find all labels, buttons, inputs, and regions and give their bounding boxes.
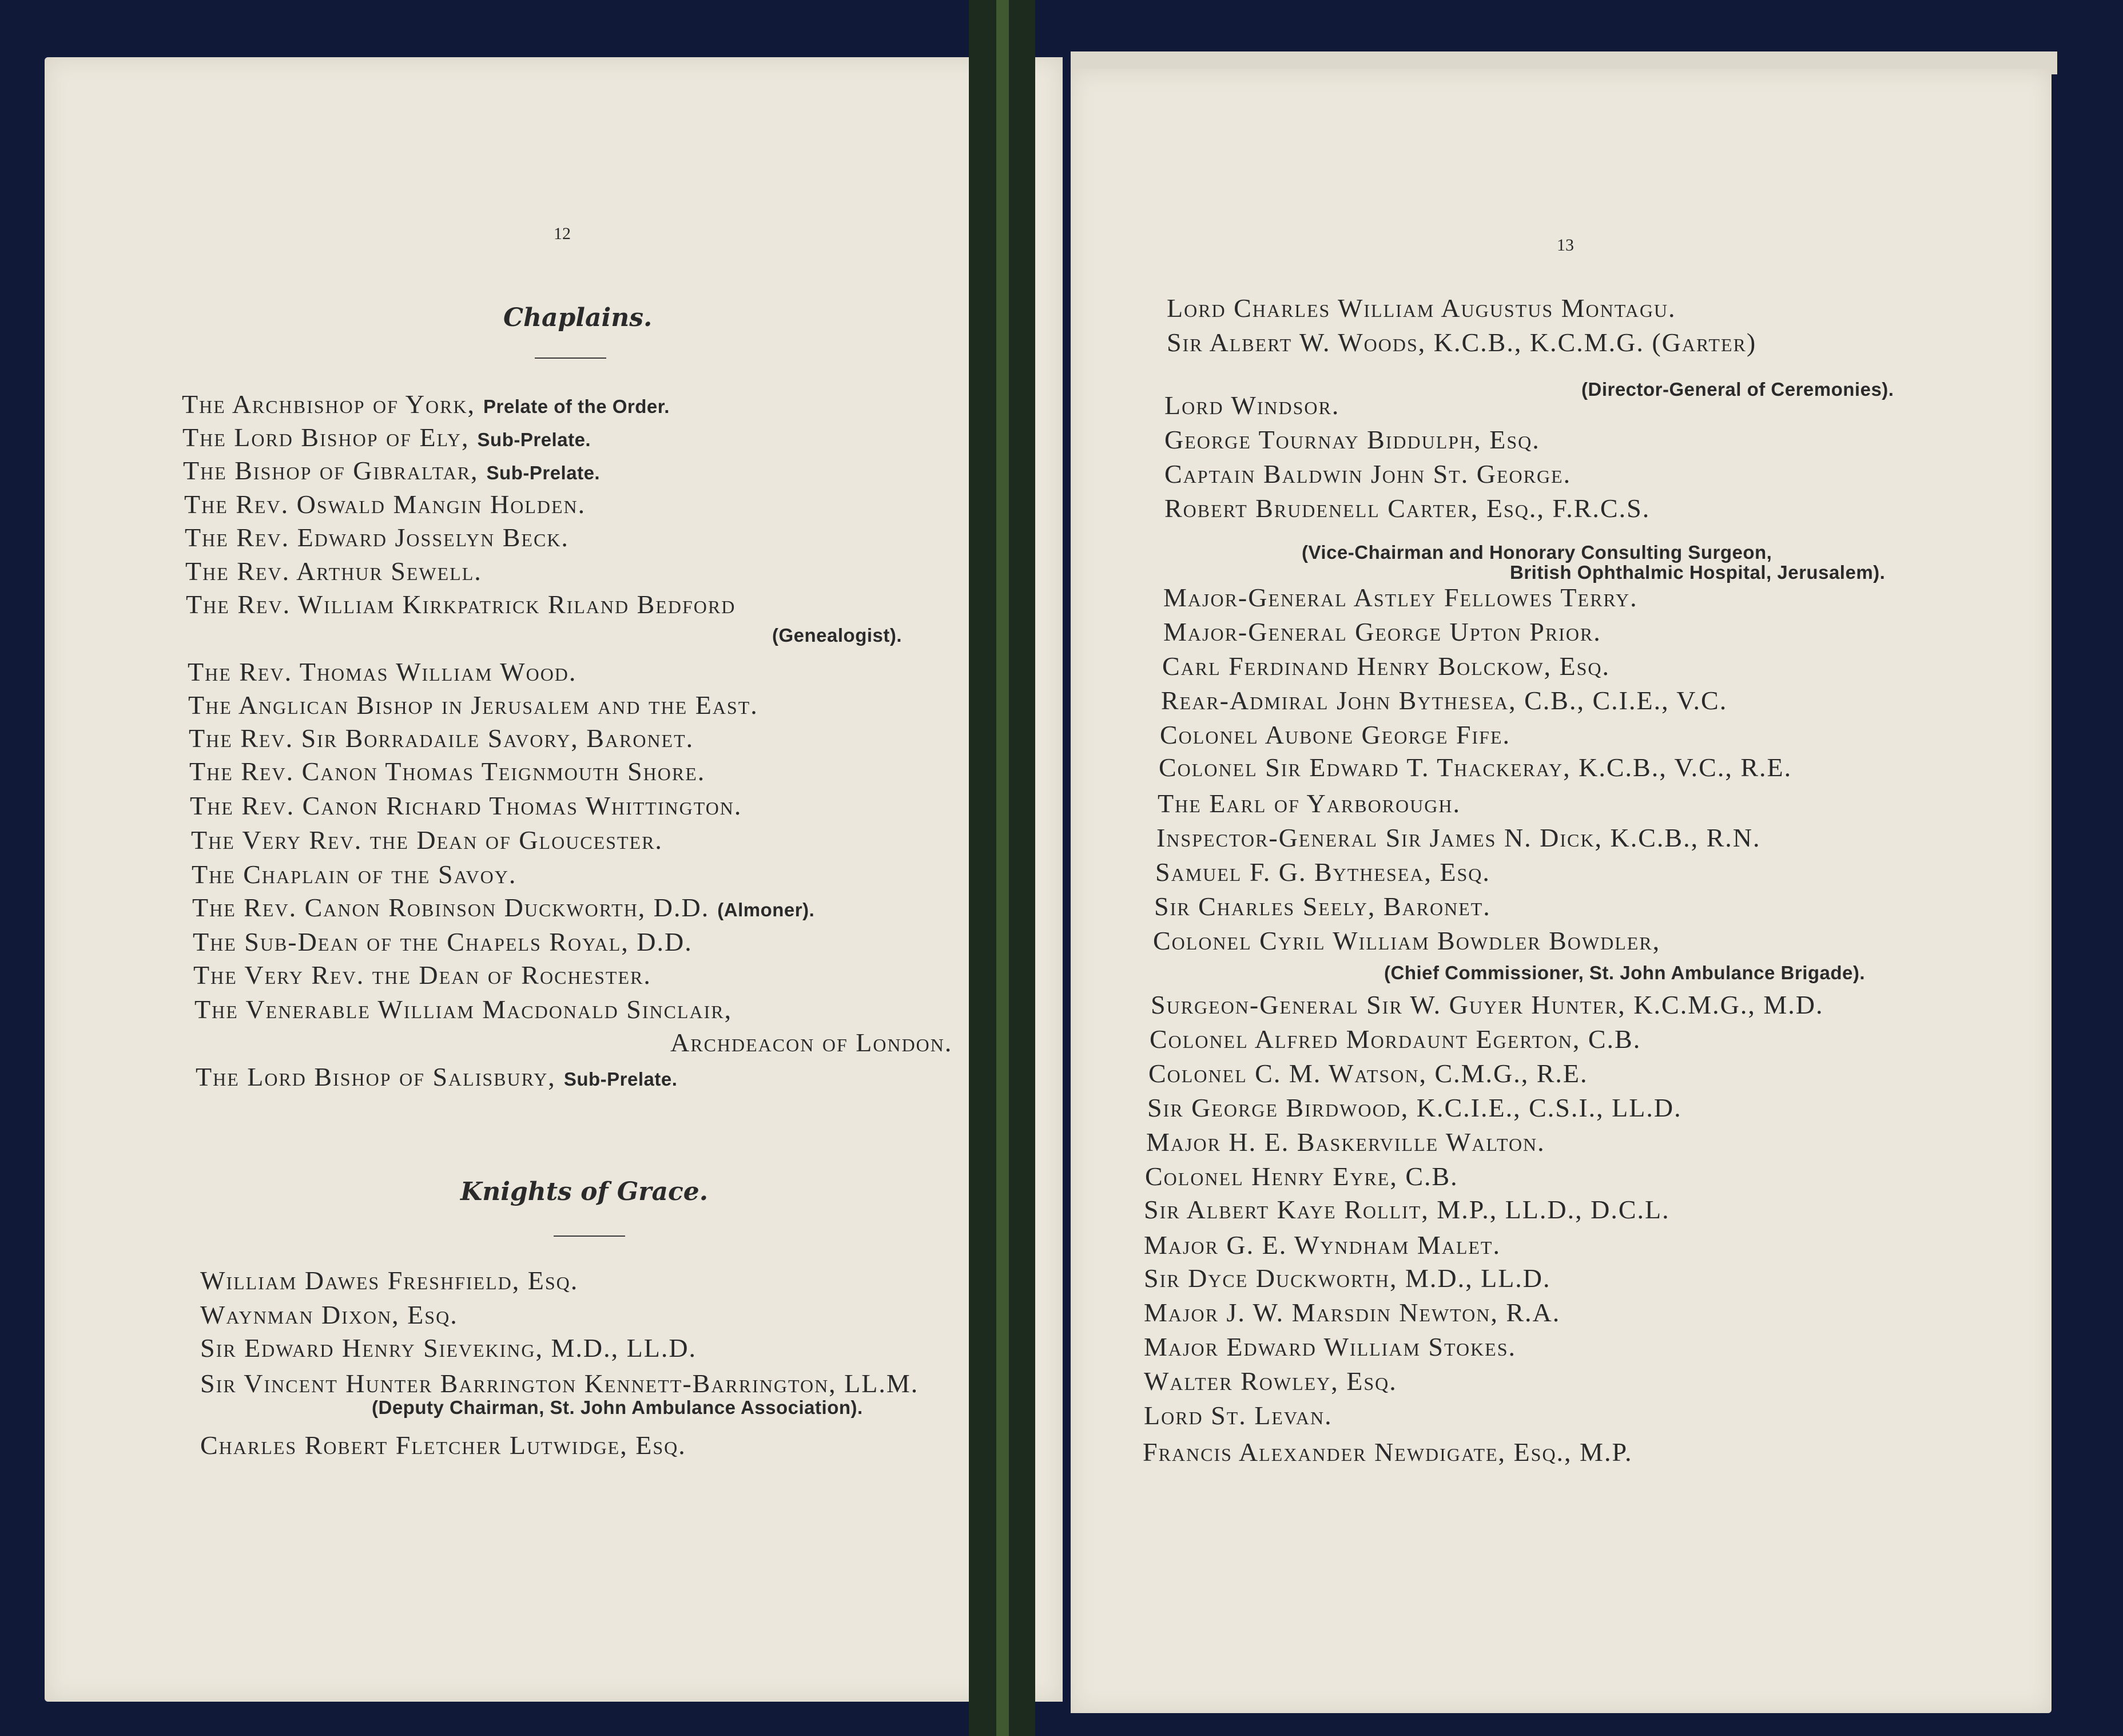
entry-name: The Rev. Arthur Sewell. [185, 557, 482, 586]
list-item [1167, 293, 1676, 323]
entry-name: The Chaplain of the Savoy. [192, 860, 517, 889]
entry-name: The Lord Bishop of Ely, [182, 423, 470, 452]
list-item [1164, 459, 1571, 489]
list-item [182, 422, 591, 452]
entry-note: (Vice-Chairman and Honorary Consulting Surgeon, [1302, 542, 1772, 563]
list-item [192, 859, 516, 889]
entry-name: The Earl of Yarborough. [1158, 789, 1461, 818]
list-item [1148, 1058, 1588, 1089]
list-item [1156, 823, 1761, 853]
list-item [185, 556, 482, 586]
list-item [1153, 925, 1660, 956]
entry-name: Charles Robert Fletcher Lutwidge, Esq. [200, 1431, 686, 1460]
entry-name: Carl Ferdinand Henry Bolckow, Esq. [1162, 652, 1611, 681]
list-item [1164, 424, 1540, 455]
book-spine [969, 0, 1035, 1736]
section-heading-knights: Knights of Grace. [460, 1177, 709, 1206]
entry-name: Colonel Alfred Mordaunt Egerton, C.B. [1150, 1024, 1641, 1054]
entry-name: Lord Windsor. [1164, 391, 1340, 420]
entry-name: The Rev. Canon Thomas Teignmouth Shore. [189, 757, 706, 786]
list-item [1161, 685, 1727, 716]
entry-note: (Almoner). [717, 899, 815, 920]
entry-name: Robert Brudenell Carter, Esq., F.R.C.S. [1164, 494, 1651, 523]
entry-name: The Archbishop of York, [182, 390, 476, 419]
list-item [1384, 955, 1865, 986]
list-item [189, 723, 694, 753]
page-number: 12 [554, 224, 571, 243]
entry-name: The Sub-Dean of the Chapels Royal, D.D. [193, 927, 693, 956]
list-item [183, 455, 600, 486]
list-item [190, 790, 742, 821]
entry-name: The Anglican Bishop in Jerusalem and the East. [188, 690, 758, 720]
list-item [184, 489, 586, 519]
entry-name: Colonel C. M. Watson, C.M.G., R.E. [1148, 1059, 1588, 1088]
entry-name: The Lord Bishop of Salisbury, [196, 1062, 556, 1091]
entry-note: British Ophthalmic Hospital, Jerusalem). [1510, 562, 1886, 583]
entry-name: Captain Baldwin John St. George. [1164, 459, 1572, 488]
list-item [193, 927, 693, 957]
entry-name: Samuel F. G. Bythesea, Esq. [1155, 857, 1490, 887]
entry-name: Francis Alexander Newdigate, Esq., M.P. [1143, 1437, 1633, 1467]
list-item [192, 892, 814, 923]
list-item [1144, 1400, 1333, 1431]
entry-name: The Rev. William Kirkpatrick Riland Bedford [186, 590, 736, 619]
list-item [1155, 857, 1490, 887]
list-item [191, 825, 663, 855]
entry-name: Surgeon-General Sir W. Guyer Hunter, K.C.M.G., M.D. [1151, 990, 1824, 1019]
entry-name: Colonel Sir Edward T. Thackeray, K.C.B., V.C., R.E. [1159, 753, 1792, 782]
entry-name: The Very Rev. the Dean of Rochester. [193, 960, 651, 990]
section-heading-chaplains: Chaplains. [503, 303, 653, 332]
entry-name: Sir Albert W. Woods, K.C.B., K.C.M.G. (Garter) [1167, 328, 1757, 357]
heading-rule [535, 357, 606, 359]
heading-rule [554, 1236, 625, 1237]
list-item [1164, 493, 1650, 523]
entry-name: The Rev. Canon Robinson Duckworth, D.D. [192, 893, 710, 922]
entry-name: The Rev. Sir Borradaile Savory, Baronet. [189, 724, 694, 753]
list-item [196, 1062, 677, 1092]
entry-name: Waynman Dixon, Esq. [200, 1300, 458, 1329]
entry-name: Sir George Birdwood, K.C.I.E., C.S.I., LL.D. [1147, 1093, 1682, 1122]
entry-name: Sir Vincent Hunter Barrington Kennett-Barrington, LL.M. [200, 1369, 919, 1398]
list-item [189, 756, 705, 786]
page-number: 13 [1557, 236, 1574, 255]
list-item [1163, 582, 1638, 613]
list-item [1144, 1194, 1670, 1225]
list-item [194, 994, 732, 1024]
list-item [188, 690, 758, 720]
entry-name: The Rev. Oswald Mangin Holden. [184, 490, 586, 519]
entry-name: The Venerable William Macdonald Sinclair, [194, 995, 733, 1024]
entry-name: Major H. E. Baskerville Walton. [1146, 1127, 1545, 1157]
entry-name: The Rev. Thomas William Wood. [188, 657, 577, 686]
list-item [1151, 990, 1823, 1020]
list-item [1144, 1297, 1560, 1328]
entry-name: Walter Rowley, Esq. [1144, 1366, 1397, 1396]
entry-note: (Director-General of Ceremonies). [1581, 379, 1894, 400]
entry-name: Colonel Henry Eyre, C.B. [1145, 1162, 1458, 1191]
entry-name: The Rev. Edward Josselyn Beck. [185, 523, 569, 552]
list-item [670, 1027, 952, 1058]
entry-name: Sir Charles Seely, Baronet. [1154, 892, 1491, 921]
list-item [1159, 752, 1792, 782]
list-item [1510, 555, 1885, 585]
list-item [1144, 1366, 1397, 1396]
entry-note: (Genealogist). [772, 625, 903, 646]
entry-name: Major Edward William Stokes. [1144, 1332, 1517, 1361]
entry-note: Sub-Prelate. [477, 429, 591, 450]
list-item [1146, 1127, 1545, 1157]
list-item [1163, 617, 1601, 647]
list-item [1160, 720, 1510, 750]
entry-name: William Dawes Freshfield, Esq. [200, 1266, 579, 1295]
entry-name: Rear-Admiral John Bythesea, C.B., C.I.E., V.C. [1161, 686, 1728, 715]
list-item [1154, 891, 1491, 921]
list-item [1167, 327, 1756, 357]
list-item [1144, 1263, 1551, 1293]
list-item [1144, 1230, 1501, 1260]
entry-note: Sub-Prelate. [563, 1068, 678, 1090]
entry-name: The Bishop of Gibraltar, [183, 456, 479, 485]
list-item [200, 1300, 458, 1330]
entry-name: Sir Dyce Duckworth, M.D., LL.D. [1144, 1264, 1551, 1293]
list-item [1158, 788, 1461, 819]
entry-note: Sub-Prelate. [486, 462, 601, 483]
list-item [193, 960, 651, 990]
list-item [1144, 1332, 1516, 1362]
list-item [372, 1390, 863, 1420]
list-item [1143, 1437, 1632, 1467]
list-item [772, 618, 902, 648]
entry-name: Major-General George Upton Prior. [1163, 617, 1601, 646]
list-item [185, 522, 569, 553]
entry-name: Colonel Aubone George Fife. [1160, 720, 1511, 749]
entry-name: Major-General Astley Fellowes Terry. [1163, 583, 1638, 612]
entry-name: Lord Charles William Augustus Montagu. [1167, 293, 1676, 323]
list-item [1147, 1093, 1682, 1123]
list-item [1145, 1161, 1458, 1191]
list-item [200, 1430, 686, 1460]
entry-name: The Rev. Canon Richard Thomas Whittington. [190, 791, 742, 820]
entry-name: Inspector-General Sir James N. Dick, K.C.B., R.N. [1156, 823, 1761, 852]
entry-name: Sir Edward Henry Sieveking, M.D., LL.D. [200, 1333, 697, 1362]
list-item [188, 657, 577, 687]
entry-name: George Tournay Biddulph, Esq. [1164, 425, 1540, 454]
list-item [186, 589, 736, 619]
entry-note: (Deputy Chairman, St. John Ambulance Association). [372, 1397, 863, 1418]
entry-name: Colonel Cyril William Bowdler Bowdler, [1153, 926, 1661, 955]
entry-name: Major J. W. Marsdin Newton, R.A. [1144, 1298, 1561, 1327]
list-item [1150, 1024, 1641, 1054]
list-item [182, 389, 670, 419]
entry-name: Sir Albert Kaye Rollit, M.P., LL.D., D.C.L. [1144, 1195, 1670, 1224]
entry-name: Archdeacon of London. [670, 1028, 953, 1057]
bookmark-ribbon [996, 0, 1009, 1736]
list-item [1162, 651, 1610, 681]
list-item [200, 1265, 578, 1296]
entry-note: Prelate of the Order. [483, 396, 670, 417]
entry-name: The Very Rev. the Dean of Gloucester. [191, 825, 663, 855]
entry-note: (Chief Commissioner, St. John Ambulance Brigade). [1384, 962, 1866, 983]
list-item [1164, 390, 1339, 420]
list-item [200, 1333, 697, 1363]
entry-name: Lord St. Levan. [1144, 1401, 1333, 1430]
list-item [1581, 372, 1894, 402]
entry-name: Major G. E. Wyndham Malet. [1144, 1230, 1501, 1260]
